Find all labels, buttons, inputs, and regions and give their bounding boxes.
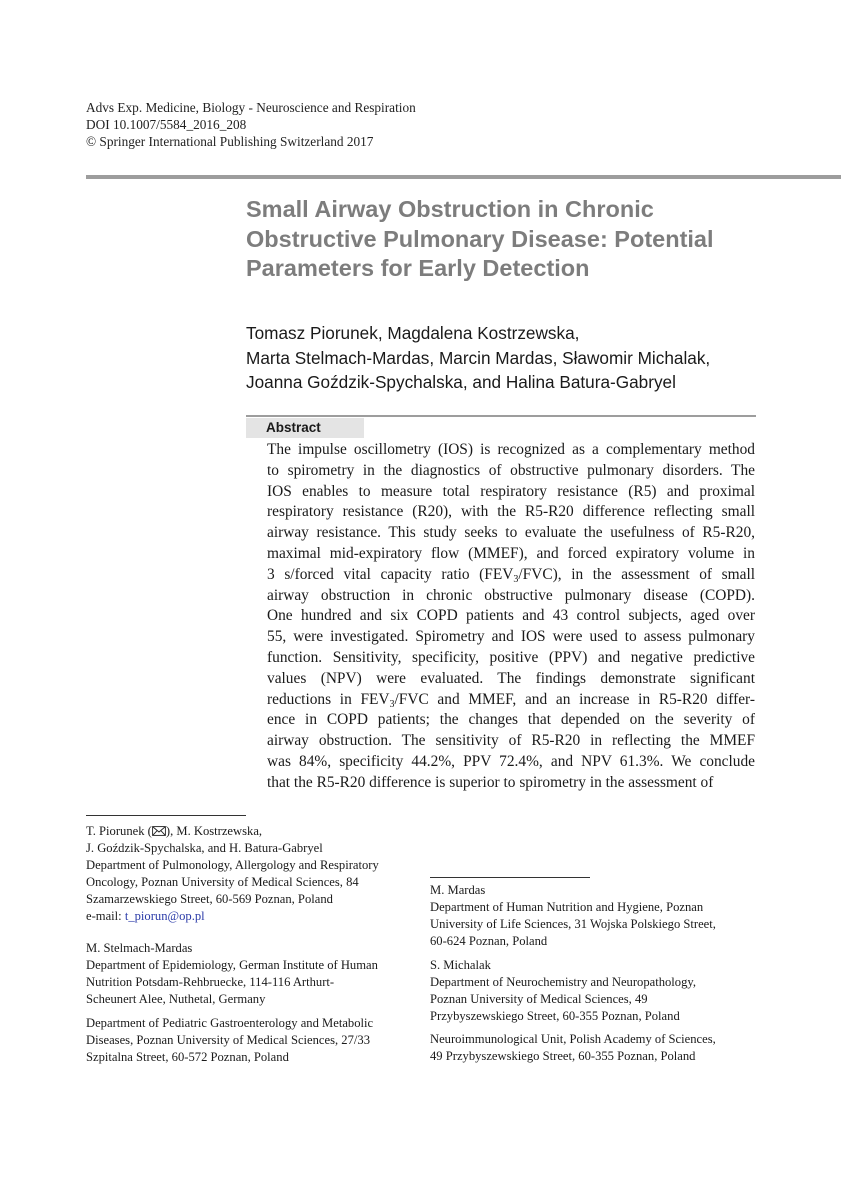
abstract-line: IOS enables to measure total respiratory resistance (R5) and proximal (267, 482, 755, 500)
envelope-icon (152, 826, 166, 836)
affiliation-line (86, 908, 379, 925)
email-link[interactable]: t_piorun@op.pl (124, 909, 205, 923)
affiliation-line: Szpitalna Street, 60-572 Poznan, Poland (86, 1050, 289, 1064)
abstract-line: that the R5-R20 difference is superior to spirometry in the assessment of (267, 773, 714, 791)
affiliation-line: Oncology, Poznan University of Medical Sciences, 84 (86, 875, 359, 889)
abstract-heading: Abstract (246, 418, 364, 438)
abstract-line (267, 690, 755, 711)
affiliation-line: 60-624 Poznan, Poland (430, 934, 548, 948)
abstract-line: function. Sensitivity, specificity, positive (PPV) and negative predictive (267, 648, 755, 666)
title-line: Obstructive Pulmonary Disease: Potential (246, 225, 714, 252)
affiliation-line: Neuroimmunological Unit, Polish Academy of Sciences, (430, 1032, 716, 1046)
abstract-line: respiratory resistance (R20), with the R5-R20 difference reflecting small (267, 503, 755, 521)
subscript: 3 (389, 698, 395, 710)
journal-header (86, 99, 416, 150)
abstract-line: airway resistance. This study seeks to evaluate the usefulness of R5-R20, (267, 524, 755, 542)
abstract-text: /FVC), in the assessment of small (518, 565, 756, 583)
abstract-line: maximal mid-expiratory flow (MMEF), and forced expiratory volume in (267, 544, 755, 562)
header-divider (86, 175, 841, 179)
affiliation-line: J. Goździk-Spychalska, and H. Batura-Gabryel (86, 841, 323, 855)
subscript: 3 (513, 573, 519, 585)
affiliation-line: M. Mardas (430, 883, 486, 897)
footnote-divider (430, 877, 590, 878)
affiliation-line: Scheunert Alee, Nuthetal, Germany (86, 992, 266, 1006)
affiliation-line: Szamarzewskiego Street, 60-569 Poznan, Poland (86, 892, 333, 906)
affiliation-block (86, 1015, 373, 1066)
affiliation-line: Poznan University of Medical Sciences, 49 (430, 992, 648, 1006)
abstract-line: ence in COPD patients; the changes that depended on the severity of (267, 711, 755, 729)
title-line: Small Airway Obstruction in Chronic (246, 196, 654, 222)
abstract-text: 3 s/forced vital capacity ratio (FEV (267, 565, 514, 583)
email-label: e-mail: (86, 909, 125, 923)
abstract-line: airway obstruction in chronic obstructive pulmonary disease (COPD). (267, 586, 755, 604)
footnote-divider (86, 815, 246, 816)
abstract-line: was 84%, specificity 44.2%, PPV 72.4%, and NPV 61.3%. We conclude (267, 752, 755, 770)
paper-title (246, 195, 806, 284)
affiliation-line: Department of Human Nutrition and Hygiene, Poznan (430, 900, 704, 914)
affiliation-text: ), M. Kostrzewska, (165, 824, 263, 838)
copyright: © Springer International Publishing Switzerland 2017 (86, 134, 374, 149)
affiliation-line: Department of Epidemiology, German Institute of Human (86, 958, 378, 972)
title-line: Parameters for Early Detection (246, 255, 590, 281)
abstract-line: The impulse oscillometry (IOS) is recognized as a complementary method (267, 441, 755, 458)
abstract-line: to spirometry in the diagnostics of obstructive pulmonary disorders. The (267, 461, 755, 479)
affiliation-line: Nutrition Potsdam-Rehbruecke, 114-116 Arthurt- (86, 975, 335, 989)
affiliation-line: M. Stelmach-Mardas (86, 941, 193, 955)
affiliation-block (430, 957, 696, 1025)
abstract-text: reductions in FEV (267, 690, 390, 708)
author-line: Marta Stelmach-Mardas, Marcin Mardas, Sławomir Michalak, (246, 347, 711, 368)
journal-series: Advs Exp. Medicine, Biology - Neuroscience and Respiration (86, 100, 416, 115)
affiliation-line: Diseases, Poznan University of Medical Sciences, 27/33 (86, 1033, 370, 1047)
abstract-line: 55, were investigated. Spirometry and IOS were used to assess pulmonary (267, 628, 755, 646)
affiliation-text: T. Piorunek ( (86, 824, 152, 838)
affiliation-block (430, 882, 716, 950)
author-line: Joanna Goździk-Spychalska, and Halina Batura-Gabryel (246, 372, 676, 392)
affiliation-line: Department of Neurochemistry and Neuropathology, (430, 975, 697, 989)
abstract-line (267, 565, 755, 586)
doi: DOI 10.1007/5584_2016_208 (86, 117, 247, 132)
affiliation-line: University of Life Sciences, 31 Wojska Polskiego Street, (430, 917, 716, 931)
affiliation-block (430, 1031, 716, 1065)
author-list (246, 321, 806, 395)
author-line: Tomasz Piorunek, Magdalena Kostrzewska, (246, 323, 580, 343)
affiliation-line: Przybyszewskiego Street, 60-355 Poznan, Poland (430, 1009, 680, 1023)
affiliation-line (86, 823, 379, 840)
abstract-line: values (NPV) were evaluated. The findings demonstrate significant (267, 669, 755, 687)
abstract-body (267, 440, 755, 794)
affiliation-line: Department of Pulmonology, Allergology and Respiratory (86, 858, 379, 872)
abstract-line: One hundred and six COPD patients and 43 control subjects, aged over (267, 607, 755, 625)
abstract-text: /FVC and MMEF, and an increase in R5-R20 differ- (394, 690, 755, 708)
abstract-divider (246, 415, 756, 417)
affiliation-line: S. Michalak (430, 958, 491, 972)
affiliation-line: Department of Pediatric Gastroenterology and Metabolic (86, 1016, 374, 1030)
abstract-line: airway obstruction. The sensitivity of R5-R20 in reflecting the MMEF (267, 732, 755, 750)
affiliation-block (86, 823, 379, 925)
affiliation-line: 49 Przybyszewskiego Street, 60-355 Poznan, Poland (430, 1049, 696, 1063)
affiliation-block (86, 940, 378, 1008)
